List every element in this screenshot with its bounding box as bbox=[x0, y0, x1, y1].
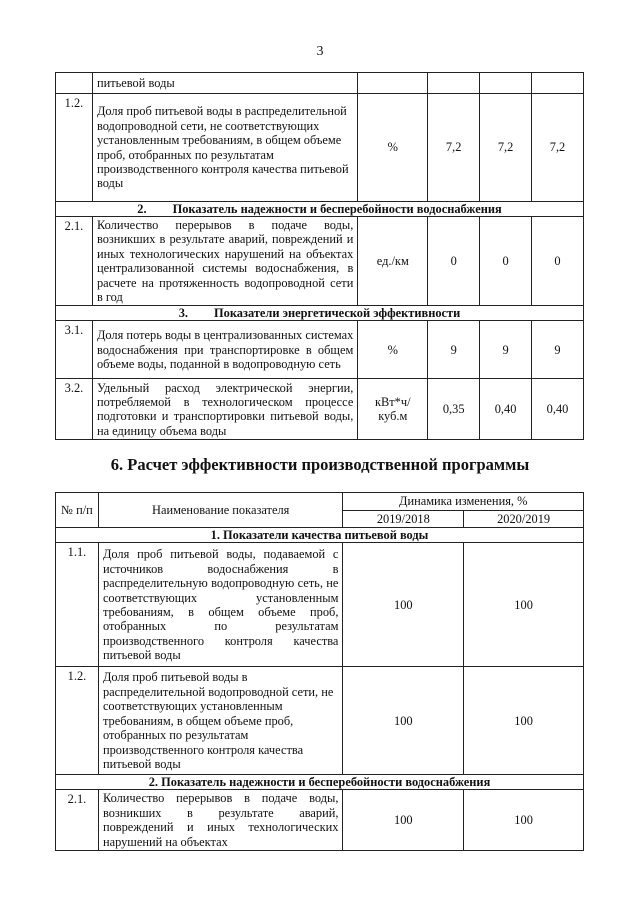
section-title: 2. Показатель надежности и бесперебойности водоснабжения bbox=[56, 775, 584, 790]
table-row bbox=[56, 321, 584, 379]
table-row bbox=[56, 667, 584, 775]
row-number: 2.1. bbox=[56, 217, 93, 306]
value-cell: 0 bbox=[480, 217, 532, 306]
value-cell: 0 bbox=[428, 217, 480, 306]
header-col-2019: 2019/2018 bbox=[343, 511, 464, 528]
row-number: 3.1. bbox=[56, 321, 93, 379]
indicator-name: Количество перерывов в подаче воды, возникших в результате аварий, повреждений и иных технологических нарушений на объектах bbox=[98, 790, 343, 851]
page-number: 3 bbox=[316, 44, 324, 59]
indicator-name: Доля проб питьевой воды, подаваемой с источников водоснабжения в распределительную водопроводную сеть, не соответствующих установленным требованиям, в общем объеме проб, отобранных по результатам производственного контроля качества питьевой воды bbox=[98, 543, 343, 667]
indicator-name: Доля проб питьевой воды в распределительной водопроводной сети, не соответствующих установленным требованиям, в общем объеме проб, отобранных по результатам производственного контроля качества питьевой воды bbox=[92, 94, 357, 202]
value-cell: 0 bbox=[532, 217, 584, 306]
table-row bbox=[56, 790, 584, 851]
value-cell: 100 bbox=[464, 667, 584, 775]
table-row bbox=[56, 94, 584, 202]
row-number: 1.1. bbox=[56, 543, 99, 667]
value-cell: 0,40 bbox=[532, 379, 584, 440]
unit-cell: ед./км bbox=[358, 217, 428, 306]
row-number: 2.1. bbox=[56, 790, 99, 851]
table-row bbox=[56, 73, 584, 94]
section-row bbox=[56, 775, 584, 790]
indicator-name: Доля проб питьевой воды в распределительной водопроводной сети, не соответствующих установленным требованиям, в общем объеме проб, отобранных по результатам производственного контроля качества питьевой воды bbox=[98, 667, 343, 775]
unit-cell: % bbox=[358, 321, 428, 379]
continuation-cell: питьевой воды bbox=[92, 73, 357, 94]
section-row bbox=[56, 306, 584, 321]
value-cell: 7,2 bbox=[480, 94, 532, 202]
value-cell: 100 bbox=[343, 667, 464, 775]
table-row bbox=[56, 217, 584, 306]
value-cell: 9 bbox=[480, 321, 532, 379]
value-cell: 9 bbox=[532, 321, 584, 379]
efficiency-table bbox=[55, 492, 584, 851]
indicator-name: Количество перерывов в подаче воды, возникших в результате аварий, повреждений и иных технологических нарушений на объектах централизованной системы водоснабжения, в расчете на протяженность водопроводной сети в год bbox=[92, 217, 357, 306]
value-cell: 100 bbox=[343, 790, 464, 851]
section-row bbox=[56, 528, 584, 543]
section-heading: 6. Расчет эффективности производственной программы bbox=[110, 455, 530, 474]
header-dynamics: Динамика изменения, % bbox=[343, 493, 584, 511]
value-cell: 7,2 bbox=[428, 94, 480, 202]
indicators-table-continued bbox=[55, 72, 584, 440]
section-title: Показатели энергетической эффективности bbox=[214, 305, 461, 320]
indicator-name: Удельный расход электрической энергии, потребляемой в технологическом процессе подготовки и транспортировки питьевой воды, на единицу объема воды bbox=[92, 379, 357, 440]
table-row bbox=[56, 543, 584, 667]
value-cell: 7,2 bbox=[532, 94, 584, 202]
row-number: 1.2. bbox=[56, 667, 99, 775]
value-cell: 0,40 bbox=[480, 379, 532, 440]
value-cell: 9 bbox=[428, 321, 480, 379]
section-row bbox=[56, 202, 584, 217]
value-cell: 100 bbox=[464, 543, 584, 667]
section-title: Показатель надежности и бесперебойности водоснабжения bbox=[172, 201, 502, 216]
row-number: 3.2. bbox=[56, 379, 93, 440]
unit-cell: % bbox=[358, 94, 428, 202]
row-number: 1.2. bbox=[56, 94, 93, 202]
value-cell: 100 bbox=[464, 790, 584, 851]
header-col-2020: 2020/2019 bbox=[464, 511, 584, 528]
value-cell: 100 bbox=[343, 543, 464, 667]
header-name: Наименование показателя bbox=[98, 493, 343, 528]
header-row bbox=[56, 493, 584, 511]
section-number: 2. bbox=[137, 201, 147, 216]
section-number: 3. bbox=[178, 305, 188, 320]
value-cell: 0,35 bbox=[428, 379, 480, 440]
indicator-name: Доля потерь воды в централизованных системах водоснабжения при транспортировке в общем объеме воды, поданной в водопроводную сеть bbox=[92, 321, 357, 379]
unit-cell: кВт*ч/ куб.м bbox=[358, 379, 428, 440]
table-row bbox=[56, 379, 584, 440]
section-title: 1. Показатели качества питьевой воды bbox=[56, 528, 584, 543]
header-number: № п/п bbox=[56, 493, 99, 528]
